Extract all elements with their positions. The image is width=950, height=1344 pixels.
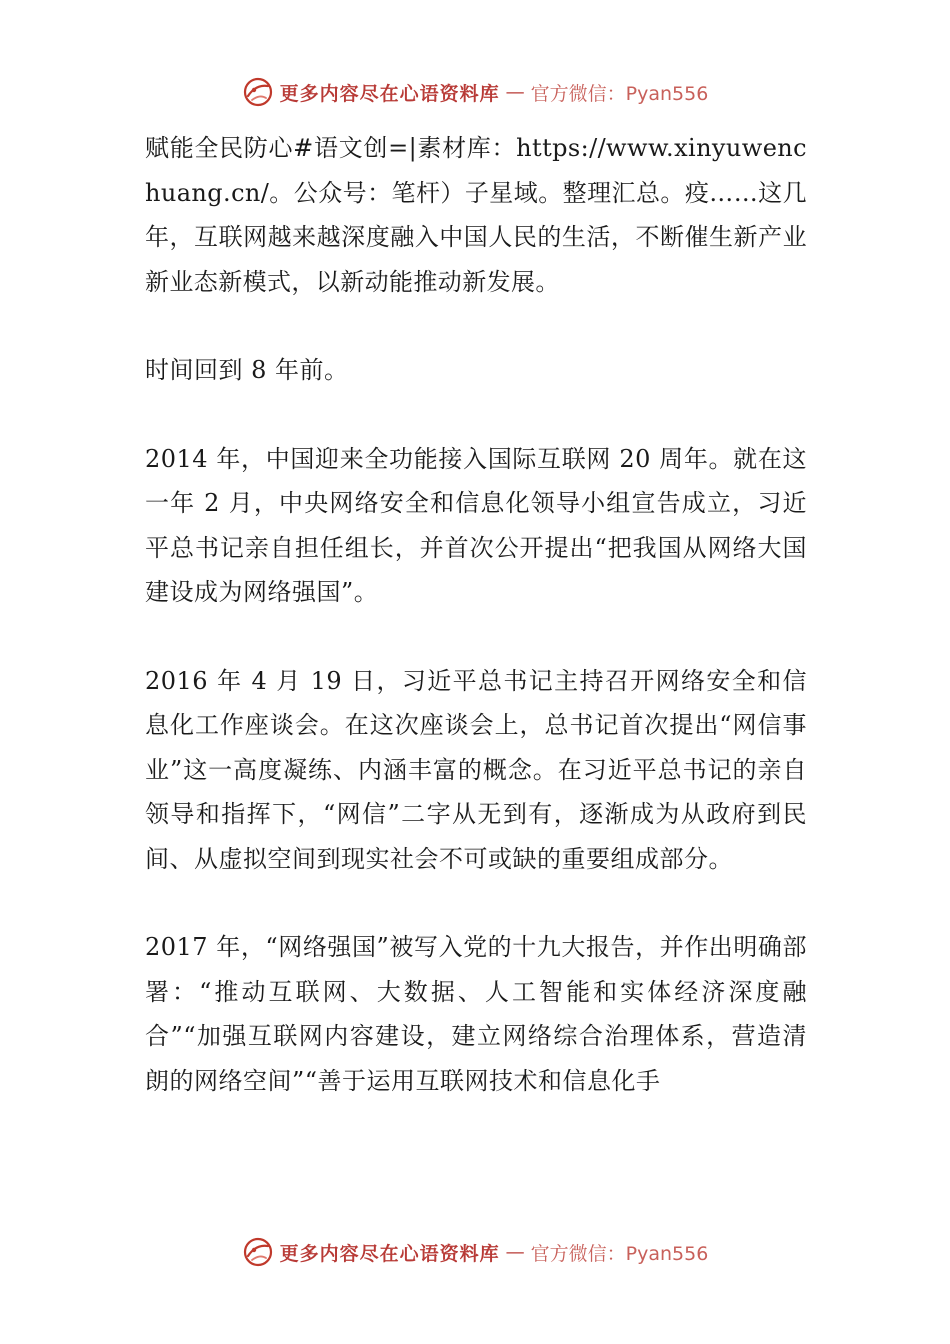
paragraph-2016: 2016 年 4 月 19 日，习近平总书记主持召开网络安全和信息化工作座谈会。在这次座谈会上，总书记首次提出“网信事业”这一高度凝练、内涵丰富的概念。在习近平总书记的亲自领导和指挥下，“网信”二字从无到有，逐渐成为从政府到民间、从虚拟空间到现实社会不可或缺的重要组成部分。 (145, 666, 807, 873)
paragraph-time-back: 时间回到 8 年前。 (145, 356, 349, 384)
banner-wechat-text: 官方微信：Pyan556 (530, 82, 709, 105)
paragraph-2014: 2014 年，中国迎来全功能接入国际互联网 20 周年。就在这一年 2 月，中央网络安全和信息化领导小组宣告成立，习近平总书记亲自担任组长，并首次公开提出“把我国从网络大国建设成为网络强国”。 (145, 444, 807, 606)
banner-wechat-text: 官方微信：Pyan556 (530, 1242, 709, 1265)
paragraph-2017: 2017 年，“网络强国”被写入党的十九大报告，并作出明确部署：“推动互联网、大数据、人工智能和实体经济深度融合”“加强互联网内容建设，建立网络综合治理体系，营造清朗的网络空间”“善于运用互联网技术和信息化手 (145, 933, 807, 1095)
paragraph-intro: 赋能全民防心#语文创=|素材库：https://www.xinyuwenchuang.cn/。公众号：笔杆）子星域。整理汇总。疫……这几年，互联网越来越深度融入中国人民的生活，不断催生新产业新业态新模式，以新动能推动新发展。 (145, 134, 807, 296)
brand-logo-icon (242, 76, 274, 108)
document-body (145, 126, 807, 1147)
banner-dash: — (505, 1241, 525, 1263)
banner-content (242, 76, 709, 108)
brand-logo-icon (242, 1236, 274, 1268)
banner-library-text: 更多内容尽在心语资料库 (279, 82, 500, 105)
banner-content (242, 1236, 709, 1268)
banner-dash: — (505, 81, 525, 103)
header-banner (0, 72, 950, 112)
banner-library-text: 更多内容尽在心语资料库 (279, 1242, 500, 1265)
footer-banner (0, 1232, 950, 1272)
